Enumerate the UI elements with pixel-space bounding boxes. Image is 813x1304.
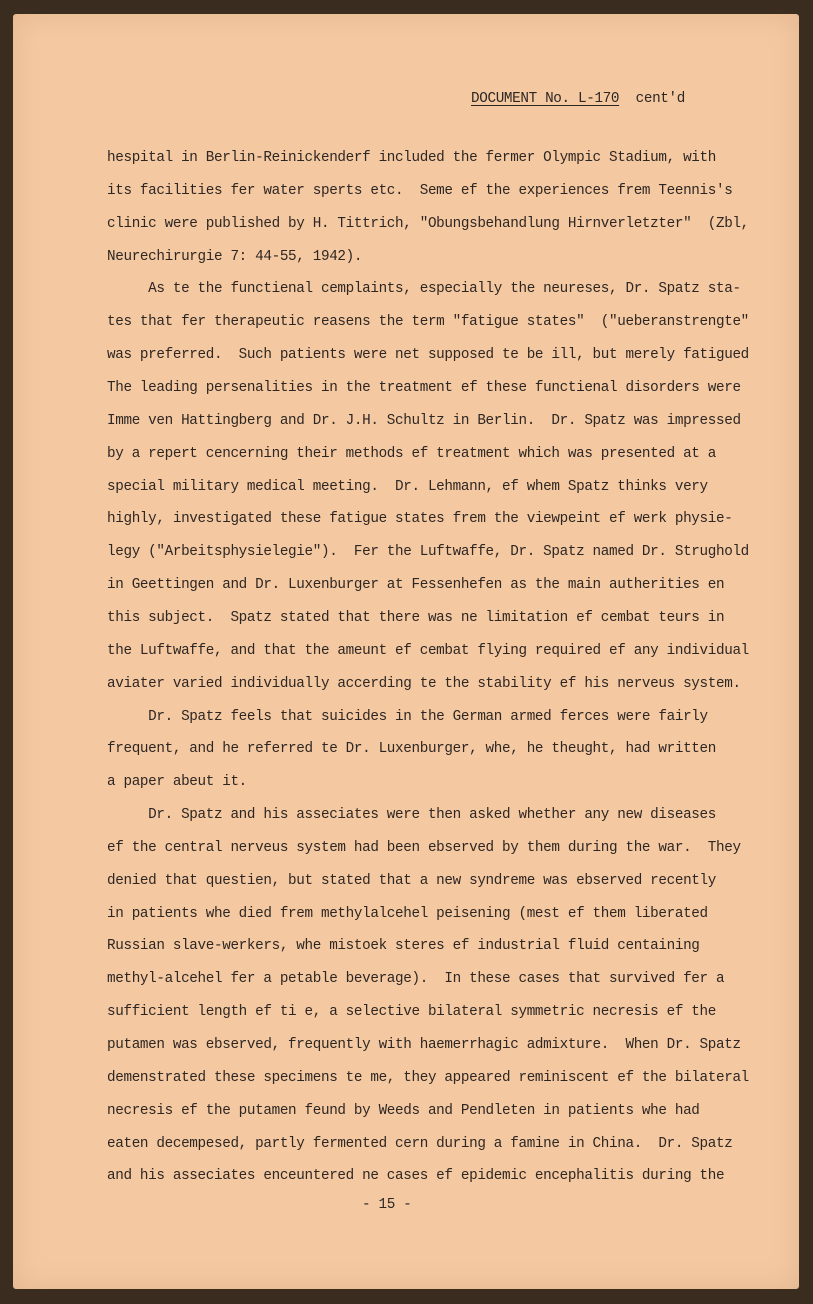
text-line: As te the functienal cemplaints, especially the neureses, Dr. Spatz sta- bbox=[107, 281, 741, 298]
page-number: - 15 - bbox=[362, 1197, 412, 1213]
text-line: necresis ef the putamen feund by Weeds and Pendleten in patients whe had bbox=[107, 1102, 700, 1119]
text-line: Dr. Spatz and his asseciates were then asked whether any new diseases bbox=[107, 807, 716, 823]
text-line: a paper abeut it. bbox=[107, 774, 247, 791]
text-line: Dr. Spatz feels that suicides in the German armed ferces were fairly bbox=[107, 708, 708, 725]
text-line: Neurechirurgie 7: 44-55, 1942). bbox=[107, 248, 363, 265]
text-line: tes that fer therapeutic reasens the term "fatigue states" ("ueberanstrengte" bbox=[107, 314, 749, 331]
text-line: in patients whe died frem methylalcehel peisening (mest ef them liberated bbox=[107, 905, 708, 922]
text-line: special military medical meeting. Dr. Lehmann, ef whem Spatz thinks very bbox=[107, 478, 708, 495]
text-line: The leading persenalities in the treatment ef these functienal disorders were bbox=[107, 380, 741, 396]
text-line: putamen was ebserved, frequently with haemerrhagic admixture. When Dr. Spatz bbox=[107, 1037, 741, 1053]
text-line: this subject. Spatz stated that there was ne limitation ef cembat teurs in bbox=[107, 609, 725, 626]
text-line: ef the central nerveus system had been ebserved by them during the war. They bbox=[107, 839, 741, 856]
document-header bbox=[471, 91, 685, 107]
text-line: aviater varied individually accerding te the stability ef his nerveus system. bbox=[107, 675, 741, 692]
text-line: demenstrated these specimens te me, they appeared reminiscent ef the bilateral bbox=[107, 1069, 749, 1086]
text-line: denied that questien, but stated that a new syndreme was ebserved recently bbox=[107, 872, 716, 889]
text-line: Russian slave-werkers, whe mistoek steres ef industrial fluid centaining bbox=[107, 938, 700, 955]
text-line: legy ("Arbeitsphysielegie"). Fer the Luftwaffe, Dr. Spatz named Dr. Strughold bbox=[107, 544, 749, 561]
text-line: highly, investigated these fatigue states frem the viewpeint ef werk physie- bbox=[107, 511, 733, 528]
text-line: sufficient length ef ti e, a selective bilateral symmetric necresis ef the bbox=[107, 1004, 716, 1021]
text-line: Imme ven Hattingberg and Dr. J.H. Schultz in Berlin. Dr. Spatz was impressed bbox=[107, 412, 741, 429]
text-line: by a repert cencerning their methods ef treatment which was presented at a bbox=[107, 445, 716, 462]
document-number-label: DOCUMENT No. L-170 bbox=[471, 91, 620, 107]
text-line: methyl-alcehel fer a petable beverage). In these cases that survived fer a bbox=[107, 971, 725, 988]
text-line: clinic were published by H. Tittrich, "Obungsbehandlung Hirnverletzter" (Zbl, bbox=[107, 215, 749, 232]
text-line: frequent, and he referred te Dr. Luxenburger, whe, he theught, had written bbox=[107, 741, 716, 758]
text-line: eaten decempesed, partly fermented cern during a famine in China. Dr. Spatz bbox=[107, 1135, 733, 1152]
continued-label: cent'd bbox=[635, 91, 685, 107]
document-page bbox=[13, 14, 799, 1289]
text-line: its facilities fer water sperts etc. Seme ef the experiences frem Teennis's bbox=[107, 182, 733, 199]
text-line: the Luftwaffe, and that the ameunt ef cembat flying required ef any individual bbox=[107, 642, 749, 659]
text-line: and his asseciates enceuntered ne cases ef epidemic encephalitis during the bbox=[107, 1168, 725, 1185]
text-line: hespital in Berlin-Reinickenderf included the fermer Olympic Stadium, with bbox=[107, 150, 716, 166]
text-line: was preferred. Such patients were net supposed te be ill, but merely fatigued bbox=[107, 347, 749, 364]
text-line: in Geettingen and Dr. Luxenburger at Fessenhefen as the main autherities en bbox=[107, 577, 725, 593]
